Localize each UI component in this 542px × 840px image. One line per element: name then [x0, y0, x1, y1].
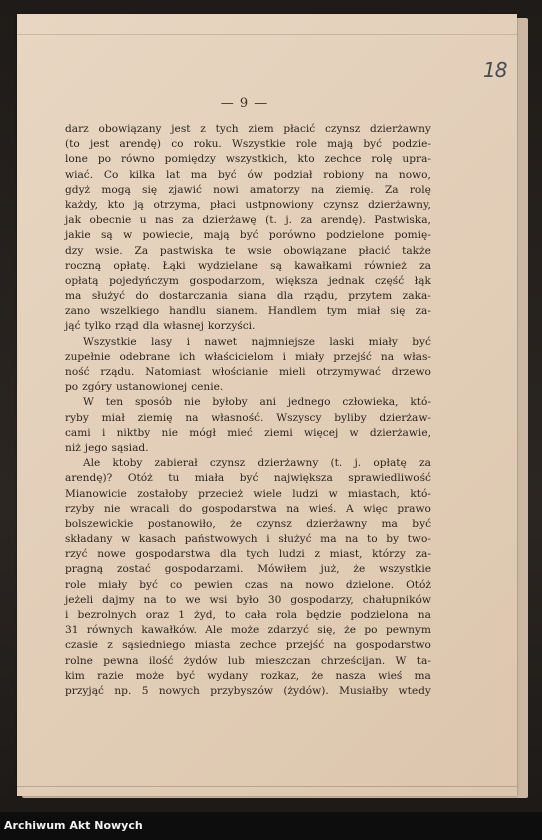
text-line: roczną opłatę. Łąki wydzielane są kawałkami również za — [65, 259, 431, 272]
text-line: darz obowiązany jest z tych ziem płacić czynsz dzierżawny — [65, 123, 431, 135]
text-line: bolszewickie postanowiło, że czynsz dzierżawny ma być — [65, 517, 431, 530]
text-line: i bezrolnych oraz 1 żyd, to cała rola będzie podzielona na — [65, 609, 431, 621]
text-line: lone po równo pomiędzy wszystkich, kto zechce rolę upra- — [65, 153, 431, 166]
text-line: składany w kasach państwowych i służyć ma na to by two- — [65, 533, 431, 546]
text-line: opłatą pojedyńczym gospodarzom, większa jednak część łąk — [65, 274, 431, 287]
text-line: Wszystkie lasy i nawet najmniejsze laski miały być — [83, 335, 431, 348]
text-line: rolne pewna ilość żydów lub mieszczan chrześcijan. W ta- — [65, 654, 431, 667]
page-fold-line-bottom — [17, 786, 517, 787]
document-page — [17, 14, 517, 796]
text-line: cami i niktby nie mógł mieć ziemi więcej w dzierżawie, — [65, 426, 431, 439]
page-number: — 9 — — [220, 96, 269, 111]
text-line: jakie są w powiecie, mają być porówno podzielone pomię- — [65, 229, 431, 242]
text-line: gdyż mogą się zjawić nowi amatorzy na ziemię. Za rolę — [65, 183, 431, 196]
text-line: Ale ktoby zabierał czynsz dzierżawny (t. j. opłatę za — [83, 457, 431, 470]
text-line: W ten sposób nie byłoby ani jednego człowieka, któ- — [83, 396, 431, 409]
text-line: jąć tylko rząd dla własnej korzyści. — [65, 320, 256, 333]
text-line: zano wszelkiego handlu sianem. Handlem tym miał się za- — [65, 305, 431, 318]
page-fold-line-top — [17, 34, 517, 35]
text-line: dzy wsie. Za pastwiska te wsie obowiązane płacić także — [65, 244, 431, 257]
archive-folio-number: 18 — [483, 58, 507, 82]
body-text — [65, 122, 431, 699]
text-line: ryby miał ziemię na własność. Wszyscy byliby dzierżaw- — [65, 411, 431, 424]
text-line: każdy, kto ją otrzyma, płaci ustpnowiony czynsz dzierżawny, — [65, 198, 431, 211]
text-line: po zgóry ustanowionej cenie. — [65, 381, 224, 394]
text-line: rzyć nowe gospodarstwa dla tych ludzi z miast, którzy za- — [65, 548, 431, 561]
archive-footer-label: Archiwum Akt Nowych — [4, 819, 143, 832]
text-line: rzyby nie wracali do gospodarstwa na wieś. A więc prawo — [65, 502, 431, 515]
text-line: czasie z sąsiedniego miasta zechce przejść na gospodarstwo — [65, 639, 431, 652]
text-line: wiać. Co kilka lat ma być ów podział robiony na nowo, — [65, 168, 431, 181]
text-line: jeżeli dajmy na to we wsi było 30 gospodarzy, chałupników — [65, 593, 431, 606]
text-line: 31 równych kawałków. Ale może zdarzyć się, że po pewnym — [65, 624, 431, 637]
text-line: (to jest arendę) co roku. Wszystkie role mają być podzie- — [65, 138, 431, 151]
text-line: role miały być co pewien czas na nowo dzielone. Otóż — [65, 578, 431, 591]
text-line: jak obecnie u nas za dzierżawę (t. j. za arendę). Pastwiska, — [65, 214, 431, 227]
text-line: Mianowicie zostałoby przecież wiele ludzi w miastach, któ- — [65, 487, 431, 500]
text-line: ma służyć do dostarczania siana dla rządu, przytem zaka- — [65, 290, 431, 303]
text-line: arendę)? Otóż tu miała być największa sprawiedliwość — [65, 472, 431, 485]
text-line: pragną zostać gospodarzami. Mówiłem już, że wszystkie — [65, 563, 431, 576]
text-line: niż jego sąsiad. — [65, 441, 149, 454]
text-line: ność rządu. Natomiast włościanie mieli otrzymywać drzewo — [65, 366, 431, 378]
text-line: kim razie może być wydany rozkaz, że nasza wieś ma — [65, 669, 431, 682]
text-line: zupełnie odebrane ich właścicielom i miały przejść na włas- — [65, 350, 431, 363]
text-line: przyjąć np. 5 nowych przybyszów (żydów). Musiałby wtedy — [65, 684, 431, 697]
